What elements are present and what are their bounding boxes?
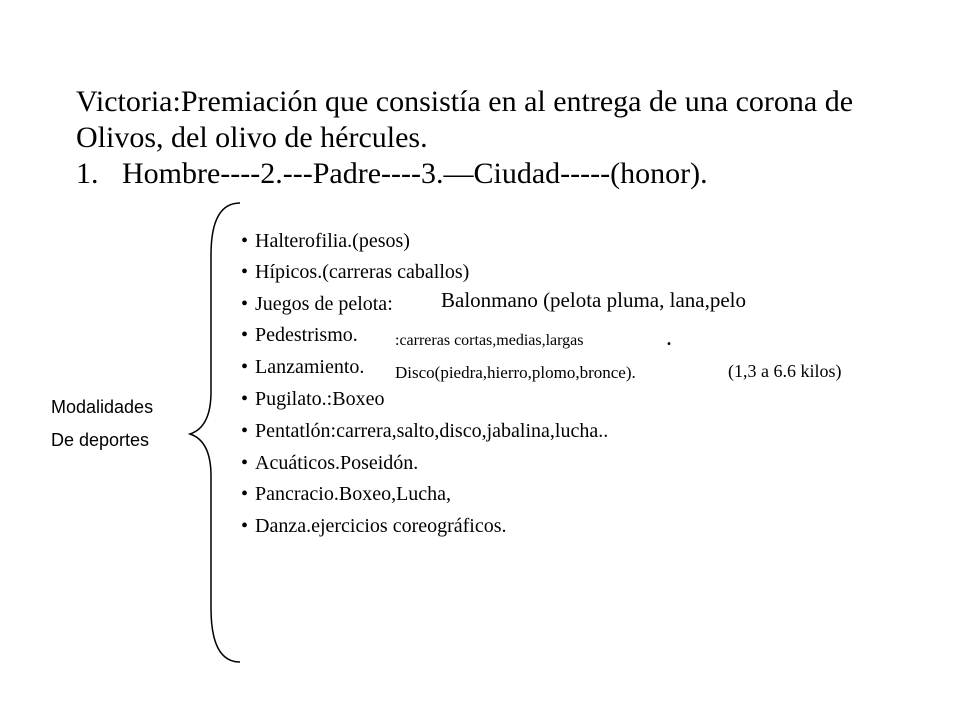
list-item-text: Halterofilia.(pesos) [255,230,410,252]
list-item [241,419,608,443]
list-item [241,323,358,347]
note-carreras: :carreras cortas,medias,largas [395,332,584,349]
bullet-icon: • [241,388,249,410]
list-item-text: Juegos de pelota: [255,293,393,315]
bullet-icon: • [241,515,249,537]
list-item-text: Pancracio.Boxeo,Lucha, [255,483,452,505]
bullet-icon: • [241,293,249,315]
curly-brace-path [190,203,240,662]
list-item-text: Lanzamiento. [255,356,365,378]
list-item [241,229,410,253]
list-item-text: Danza.ejercicios coreográficos. [255,515,507,537]
list-item-text: Acuáticos.Poseidón. [255,452,419,474]
list-item-text: Pugilato.:Boxeo [255,388,385,410]
list-item-text: Pedestrismo. [255,324,358,346]
note-kilos: (1,3 a 6.6 kilos) [728,361,842,381]
bullet-icon: • [241,356,249,378]
bullet-icon: • [241,324,249,346]
title-line-2: Olivos, del olivo de hércules. [76,121,428,154]
list-item [241,355,364,379]
bullet-icon: • [241,452,249,474]
list-item-text: Hípicos.(carreras caballos) [255,261,470,283]
bullet-icon: • [241,230,249,252]
bullet-icon: • [241,261,249,283]
title-line-3-text: Hombre----2.---Padre----3.—Ciudad-----(honor). [122,157,708,190]
list-item [241,482,451,506]
list-item-text: Pentatlón:carrera,salto,disco,jabalina,lucha.. [255,420,609,442]
list-item [241,260,469,284]
note-disco: Disco(piedra,hierro,plomo,bronce). [395,363,636,382]
side-label-line-2: De deportes [51,430,150,450]
list-item [241,451,418,475]
list-item [241,292,393,316]
list-item [241,514,507,538]
title-line-1: Victoria:Premiación que consistía en al entrega de una corona de [76,85,854,118]
note-balonmano: Balonmano (pelota pluma, lana,pelo [441,288,746,312]
bullet-icon: • [241,420,249,442]
list-number: 1. [76,157,99,190]
bullet-icon: • [241,483,249,505]
note-carreras-period: . [666,325,672,351]
side-label-line-1: Modalidades [51,397,154,417]
list-item [241,387,384,411]
